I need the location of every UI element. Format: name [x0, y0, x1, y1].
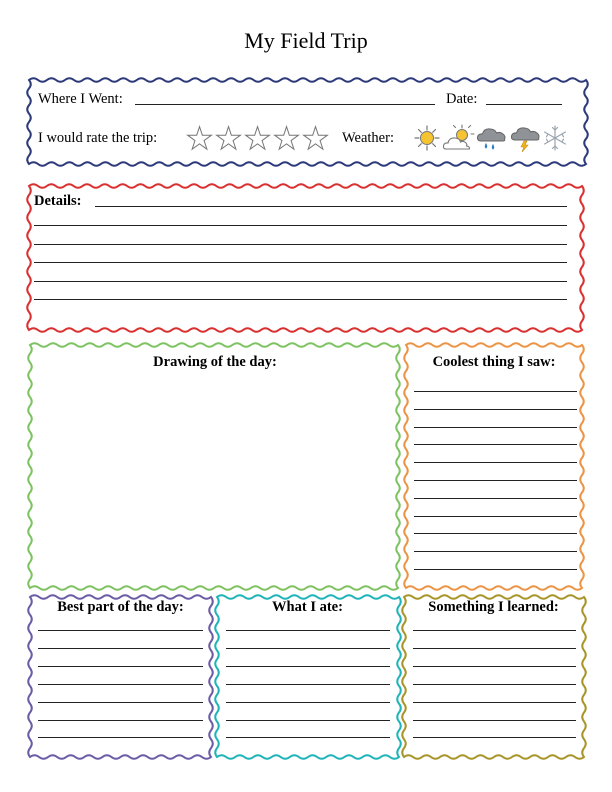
ate-label: What I ate: [272, 599, 343, 615]
details-line[interactable] [34, 244, 567, 245]
ate-line[interactable] [226, 720, 390, 721]
details-label: Details: [34, 193, 82, 209]
where-input-line[interactable] [135, 104, 435, 105]
coolest-line[interactable] [414, 480, 577, 481]
thunderstorm-icon[interactable] [510, 122, 542, 154]
partly-cloudy-icon[interactable] [442, 122, 476, 154]
coolest-line[interactable] [414, 391, 577, 392]
star-rating[interactable] [185, 121, 330, 156]
where-label: Where I Went: [38, 91, 123, 107]
coolest-line[interactable] [414, 569, 577, 570]
sunny-icon[interactable] [412, 122, 442, 154]
weather-label: Weather: [342, 130, 394, 146]
coolest-line[interactable] [414, 516, 577, 517]
best-line[interactable] [38, 684, 203, 685]
details-line[interactable] [34, 262, 567, 263]
learned-line[interactable] [413, 737, 576, 738]
best-line[interactable] [38, 702, 203, 703]
coolest-line[interactable] [414, 498, 577, 499]
coolest-label: Coolest thing I saw: [432, 354, 556, 370]
coolest-line[interactable] [414, 551, 577, 552]
date-input-line[interactable] [486, 104, 562, 105]
details-line[interactable] [34, 225, 567, 226]
rate-label: I would rate the trip: [38, 130, 158, 146]
learned-frame [402, 595, 586, 759]
learned-line[interactable] [413, 630, 576, 631]
drawing-area[interactable] [40, 380, 390, 580]
star-icon[interactable]: ★ [214, 121, 243, 156]
details-line[interactable] [34, 299, 567, 300]
ate-frame [215, 595, 401, 759]
coolest-frame [404, 343, 584, 590]
date-label: Date: [446, 91, 478, 107]
coolest-line[interactable] [414, 462, 577, 463]
learned-line[interactable] [413, 684, 576, 685]
best-line[interactable] [38, 630, 203, 631]
star-icon[interactable]: ★ [243, 121, 272, 156]
ate-line[interactable] [226, 666, 390, 667]
best-line[interactable] [38, 737, 203, 738]
snowflake-icon[interactable] [541, 122, 569, 154]
details-line[interactable] [95, 206, 567, 207]
ate-line[interactable] [226, 684, 390, 685]
star-icon[interactable]: ★ [301, 121, 330, 156]
best-line[interactable] [38, 666, 203, 667]
drawing-label: Drawing of the day: [153, 354, 277, 370]
ate-line[interactable] [226, 737, 390, 738]
coolest-line[interactable] [414, 427, 577, 428]
learned-line[interactable] [413, 702, 576, 703]
rain-icon[interactable] [476, 122, 508, 154]
ate-line[interactable] [226, 702, 390, 703]
learned-line[interactable] [413, 720, 576, 721]
learned-line[interactable] [413, 666, 576, 667]
learned-label: Something I learned: [428, 599, 559, 615]
coolest-line[interactable] [414, 444, 577, 445]
star-icon[interactable]: ★ [185, 121, 214, 156]
coolest-line[interactable] [414, 533, 577, 534]
best-line[interactable] [38, 648, 203, 649]
best-line[interactable] [38, 720, 203, 721]
learned-line[interactable] [413, 648, 576, 649]
best-label: Best part of the day: [57, 599, 184, 615]
page-title: My Field Trip [244, 28, 368, 53]
ate-line[interactable] [226, 630, 390, 631]
coolest-line[interactable] [414, 409, 577, 410]
details-line[interactable] [34, 281, 567, 282]
star-icon[interactable]: ★ [272, 121, 301, 156]
ate-line[interactable] [226, 648, 390, 649]
best-frame [28, 595, 213, 759]
